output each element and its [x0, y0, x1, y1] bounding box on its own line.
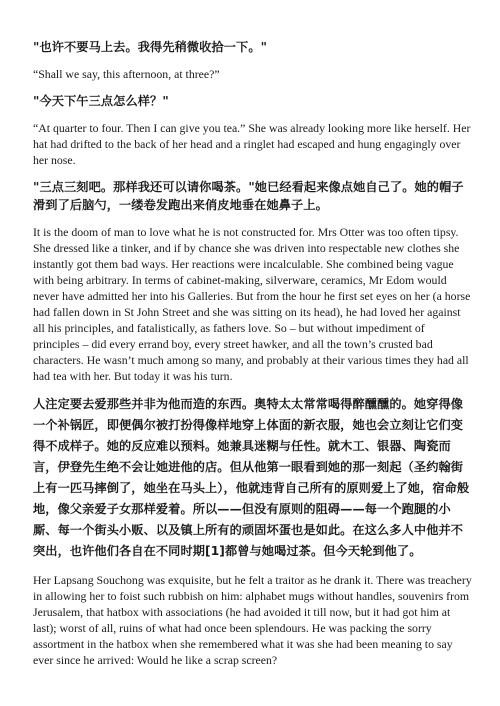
paragraph-zh-1: "也许不要马上去。我得先稍微收拾一下。" [33, 40, 268, 54]
paragraph-zh-2: "今天下午三点怎么样？" [33, 94, 169, 108]
paragraph-zh-3: "三点三刻吧。那样我还可以请你喝茶。"她已经看起来像点她自己了。她的帽子滑到了后脑勺，一缕卷发跑出来俏皮地垂在她鼻子上。 [33, 180, 464, 212]
document-page [33, 38, 473, 678]
paragraph-en-3: It is the doom of man to love what he is not constructed for. Mrs Otter was too often tipsy. She dressed like a tinker, and if by chance she was driven into respectable new clothes she instantly got them bad ways. Her reactions were incalculable. She combined being vague with being arbitrary. In terms of cabinet-making, silverware, ceramics, Mr Edom would never have admitted her into his Galleries. But from the hour he first set eyes on her (a horse had fallen down in St John Street and she was sitting on its head), he had loved her against all his principles, and fatalistically, as fathers love. So – but without impediment of principles – did every errand boy, every street hawker, and all the town’s crusted bad characters. He wasn’t much among so many, and probably at their various times they had all had tea with her. But today it was his turn. [33, 225, 471, 383]
paragraph-en-2: “At quarter to four. Then I can give you tea.” She was already looking more like herself. Her hat had drifted to the back of her head and a ringlet had escaped and hung engagingly over her nose. [33, 121, 471, 167]
paragraph-zh-4: 人注定要去爱那些并非为他而造的东西。奥特太太常常喝得醉醺醺的。她穿得像一个补锅匠，即便偶尔被打扮得像样地穿上体面的新衣服，她也会立刻让它们变得不成样子。她的反应难以预料。她兼具迷糊与任性。就木工、银器、陶瓷而言，伊登先生绝不会让她进他的店。但从他第一眼看到她的那一刻起（圣约翰街上有一匹马摔倒了，她坐在马头上），他就违背自己所有的原则爱上了她，宿命般地，像父亲爱子女那样爱着。所以——但没有原则的阻碍——每一个跑腿的小厮、每一个街头小贩、以及镇上所有的顽固坏蛋也是如此。在这么多人中他并不突出，也许他们各自在不同时期[1]都曾与她喝过茶。但今天轮到他了。 [33, 397, 470, 558]
paragraph-en-1: “Shall we say, this afternoon, at three?” [33, 67, 220, 81]
paragraph-en-4: Her Lapsang Souchong was exquisite, but he felt a traitor as he drank it. There was treachery in allowing her to foist such rubbish on him: alphabet mugs without handles, souvenirs from Jerusalem, that hatbox with associations (he had avoided it till now, but it had got him at last); worst of all, ruins of what had once been splendours. He was packing the sorry assortment in the hatbox when she remembered what it was she had been meaning to say ever since he arrived: Would he like a scrap screen? [33, 573, 472, 667]
